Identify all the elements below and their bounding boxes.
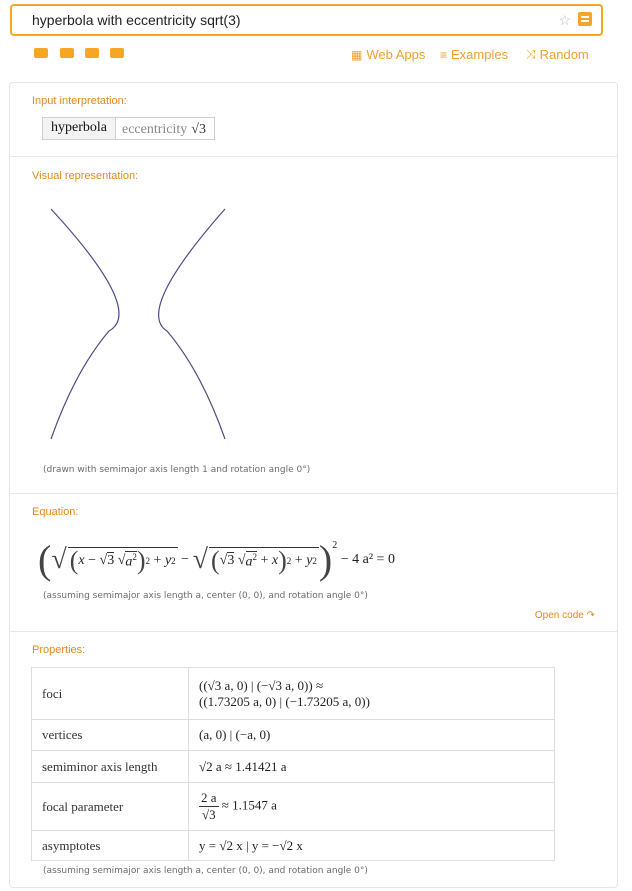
random-label: Random xyxy=(539,47,589,62)
right-branch xyxy=(159,209,225,439)
property-key: asymptotes xyxy=(32,831,189,861)
table-icon[interactable] xyxy=(85,48,99,58)
pod-title: Equation: xyxy=(32,506,79,518)
properties-caption: (assuming semimajor axis length a, center (0, 0), and rotation angle 0°) xyxy=(43,866,368,876)
input-interpretation-pod xyxy=(10,83,617,157)
open-code-label: Open code xyxy=(534,610,584,621)
pod-title: Properties: xyxy=(32,644,86,656)
property-name: eccentricity xyxy=(121,121,188,137)
pod-title: Visual representation: xyxy=(32,170,139,182)
examples-label: Examples xyxy=(451,47,509,62)
properties-pod xyxy=(10,632,617,888)
plot-caption: (drawn with semimajor axis length 1 and rotation angle 0°) xyxy=(43,465,311,475)
equation-rhs: − 4 a² = 0 xyxy=(340,552,395,567)
pod-title: Input interpretation: xyxy=(32,95,127,107)
web-apps-label: Web Apps xyxy=(366,47,426,62)
property-key: focal parameter xyxy=(32,783,189,831)
property-value: (a, 0) | (−a, 0) xyxy=(189,720,555,751)
examples-link[interactable] xyxy=(440,47,508,62)
table-row xyxy=(32,751,555,783)
interpretation-box xyxy=(42,117,215,140)
web-apps-link[interactable] xyxy=(351,47,425,62)
search-input[interactable]: hyperbola with eccentricity sqrt(3) xyxy=(32,12,241,28)
open-code-link[interactable] xyxy=(535,610,595,621)
left-branch xyxy=(51,209,119,439)
property-value xyxy=(189,783,555,831)
table-row xyxy=(32,668,555,720)
table-row xyxy=(32,831,555,861)
result-card xyxy=(9,82,618,888)
foci-approx: ((1.73205 a, 0) | (−1.73205 a, 0)) xyxy=(199,693,370,709)
property-value: y = √2 x | y = −√2 x xyxy=(189,831,555,861)
keyboard-icon[interactable] xyxy=(34,48,48,58)
property-key: vertices xyxy=(32,720,189,751)
fraction-denominator: √3 xyxy=(201,807,216,822)
fraction-numerator: 2 a xyxy=(201,790,217,805)
grid-icon: ▦ xyxy=(351,47,363,62)
equation-formula: ( √ ( x − √ 3 √ $a^2$ ) 2 + y 2 − √ ( √ 3 √ $a^2$ + x ) 2 + y 2 ) $^2$ − 4 a² = 0 xyxy=(38,537,395,582)
property-key: foci xyxy=(32,668,189,720)
interpretation-term: hyperbola xyxy=(43,118,116,139)
list-icon: ≡ xyxy=(440,47,448,62)
open-code-icon: ↷ xyxy=(586,610,595,621)
focal-fraction xyxy=(199,790,219,823)
search-bar[interactable] xyxy=(10,4,603,36)
camera-icon[interactable] xyxy=(60,48,74,58)
hyperbola-plot xyxy=(35,199,295,449)
focal-approx: ≈ 1.1547 a xyxy=(221,797,277,813)
property-value xyxy=(189,668,555,720)
property-key: semiminor axis length xyxy=(32,751,189,783)
random-link[interactable] xyxy=(526,47,589,62)
equation-pod xyxy=(10,494,617,632)
table-row xyxy=(32,720,555,751)
property-value: √2 a ≈ 1.41421 a xyxy=(189,751,555,783)
equation-caption: (assuming semimajor axis length a, center (0, 0), and rotation angle 0°) xyxy=(43,591,368,601)
equals-icon[interactable] xyxy=(578,12,592,26)
properties-table xyxy=(31,667,555,861)
upload-icon[interactable] xyxy=(110,48,124,58)
table-row xyxy=(32,783,555,831)
property-value: √3 xyxy=(191,121,206,137)
shuffle-icon: ⤨ xyxy=(526,47,536,61)
foci-exact: ((√3 a, 0) | (−√3 a, 0)) ≈ xyxy=(199,677,324,693)
interpretation-property xyxy=(116,118,214,139)
star-icon[interactable]: ☆ xyxy=(558,12,571,28)
visual-representation-pod xyxy=(10,157,617,494)
